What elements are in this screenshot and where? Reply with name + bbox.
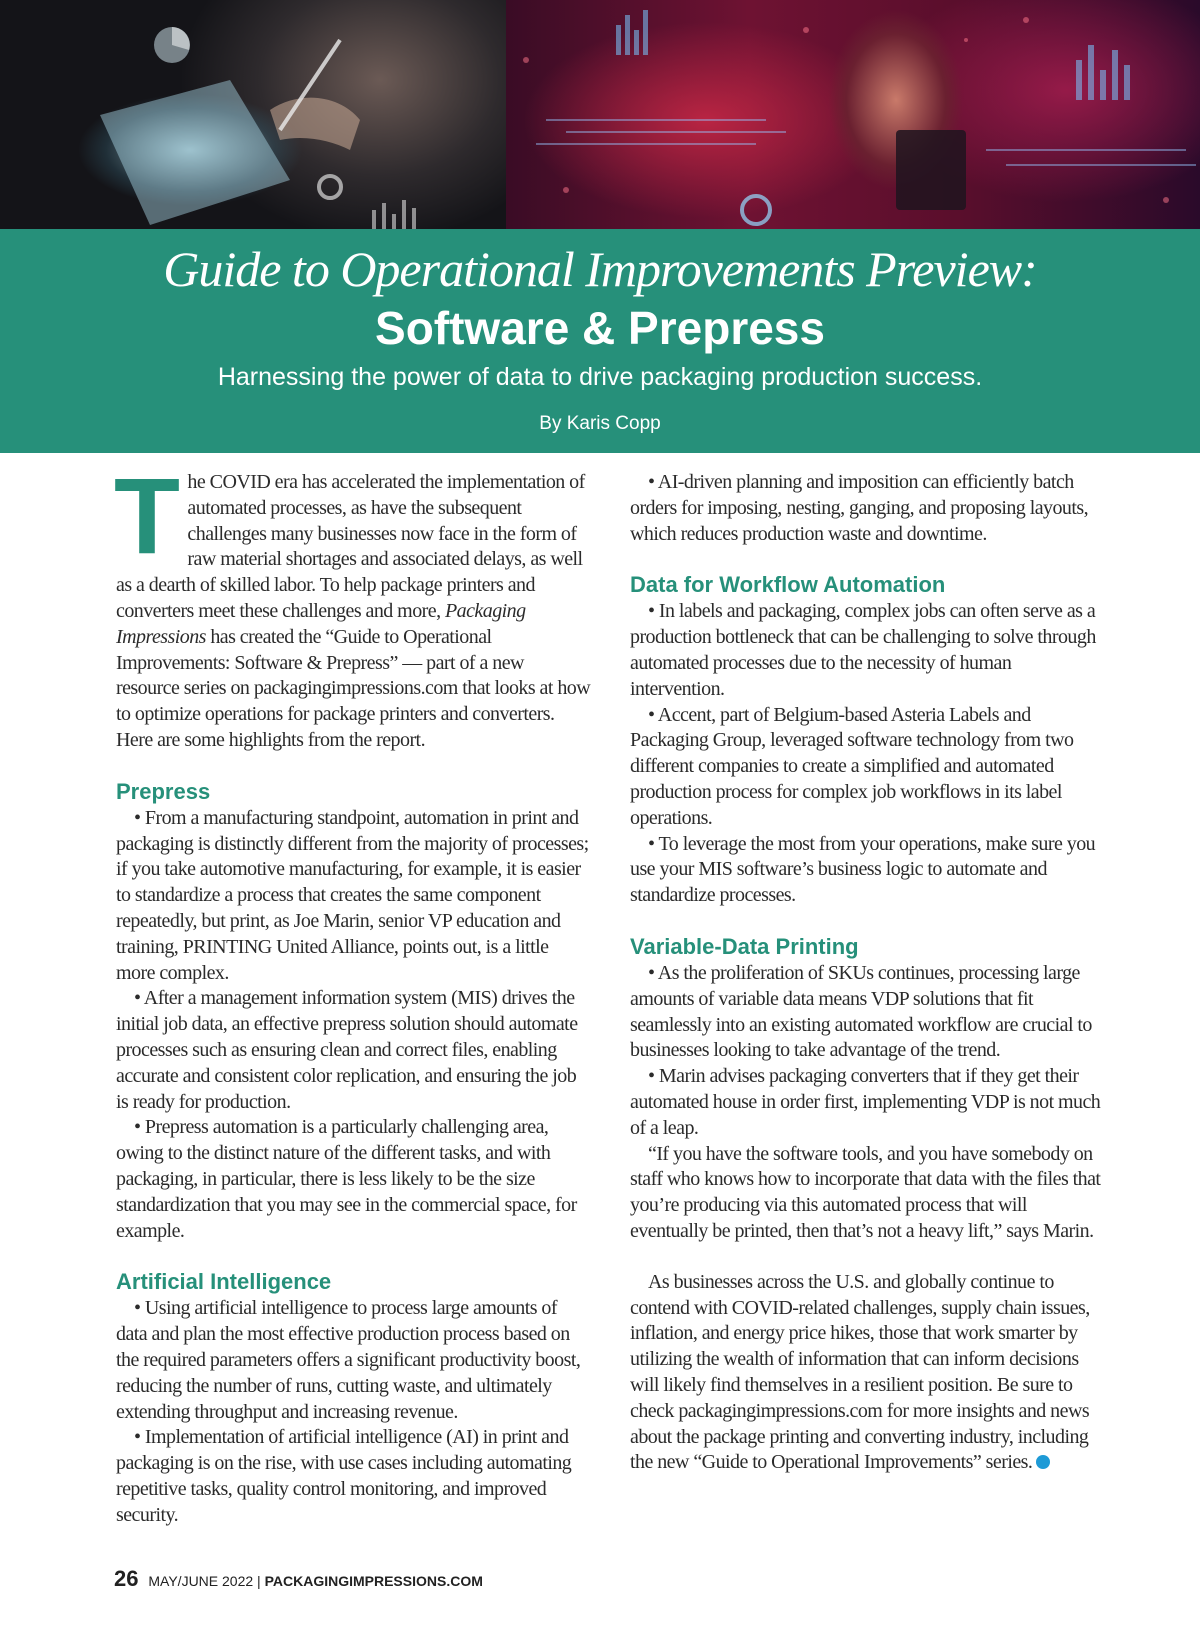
end-of-article-dot-icon xyxy=(1036,1455,1050,1469)
hero-image-strip xyxy=(0,0,1200,229)
publication-name: Packaging Impressions xyxy=(116,599,526,648)
conclusion-paragraph xyxy=(630,1270,1106,1476)
footer-website: PACKAGINGIMPRESSIONS.COM xyxy=(264,1573,483,1589)
page-number: 26 xyxy=(114,1566,139,1591)
vdp-bullet: • As the proliferation of SKUs continues, processing large amounts of variable data means VDP solutions that fit seamlessly into an existing automated workflow are crucial to businesses looking to take advantage of the trend. xyxy=(630,961,1092,1062)
title-band xyxy=(0,229,1200,453)
workflow-bullet: • To leverage the most from your operations, make sure you use your MIS software’s business logic to automate and standardize processes. xyxy=(630,832,1096,907)
heading-prepress: Prepress xyxy=(116,778,211,804)
article-title: Software & Prepress xyxy=(375,302,825,354)
right-column xyxy=(630,470,1106,1476)
article-deck: Harnessing the power of data to drive packaging production success. xyxy=(217,363,983,391)
prepress-bullet: • After a management information system (MIS) drives the initial job data, an effective prepress solution should automate processes such as ensuring clean and correct files, enabling accurate and consistent color replication, and ensuring the job is ready for production. xyxy=(116,987,578,1113)
heading-variable-data-printing: Variable-Data Printing xyxy=(630,933,859,959)
intro-paragraph xyxy=(114,455,591,754)
vdp-quote: “If you have the software tools, and you have somebody on staff who knows how to incorporate that data with the files that you’re producing via this automated process that will eventually be printed, then that’s not a heavy lift,” says Marin. xyxy=(630,1142,1101,1242)
intro-text-continued: has created the “Guide to Operational Improvements: Software & Prepress” — part of a new resource series on packagingimpressions.com that looks at how to optimize operations for package printers and converters. Here are some highlights from the report. xyxy=(116,625,591,751)
intro-text: he COVID era has accelerated the implementation of automated processes, as have the subsequent challenges many businesses now face in the form of raw material shortages and associated delays, as well as a dearth of skilled labor. To help package printers and converters meet these challenges and more, xyxy=(116,471,585,622)
ai-bullet: • AI-driven planning and imposition can efficiently batch orders for imposing, nesting, ganging, and proposing layouts, which reduces production waste and downtime. xyxy=(630,471,1089,545)
article-byline: By Karis Copp xyxy=(539,413,661,434)
footer-separator: | xyxy=(257,1573,261,1589)
ai-bullet: • Implementation of artificial intelligence (AI) in print and packaging is on the rise, with use cases including automating repetitive tasks, quality control monitoring, and improved security. xyxy=(116,1426,572,1526)
article-kicker: Guide to Operational Improvements Preview: xyxy=(163,241,1037,297)
page-footer xyxy=(114,1566,483,1592)
workflow-bullet: • Accent, part of Belgium-based Asteria Labels and Packaging Group, leveraged software technology from two different companies to create a simplified and automated production process for complex job workflows in its label operations. xyxy=(630,703,1074,829)
heading-workflow-automation: Data for Workflow Automation xyxy=(630,572,946,598)
drop-cap: T xyxy=(114,455,180,576)
workflow-bullet: • In labels and packaging, complex jobs can often serve as a production bottleneck that can be challenging to solve through automated processes due to the necessity of human intervention. xyxy=(630,600,1096,700)
vdp-bullet: • Marin advises packaging converters that if they get their automated house in order first, implementing VDP is not much of a leap. xyxy=(630,1065,1101,1139)
heading-artificial-intelligence: Artificial Intelligence xyxy=(116,1269,332,1295)
issue-date: MAY/JUNE 2022 xyxy=(148,1573,254,1589)
prepress-bullet: • From a manufacturing standpoint, automation in print and packaging is distinctly different from the majority of processes; if you take automotive manufacturing, for example, it is easier to standardize a process that creates the same component repeatedly, but print, as Joe Marin, senior VP education and training, PRINTING United Alliance, points out, is a little more complex. xyxy=(116,806,589,984)
left-column xyxy=(114,455,591,1528)
hero-photo-tablet-hand xyxy=(0,0,506,229)
ai-bullet: • Using artificial intelligence to process large amounts of data and plan the most effective production process based on the required parameters offers a significant productivity boost, reducing the number of runs, cutting waste, and ultimately extending throughput and increasing revenue. xyxy=(116,1297,581,1423)
hero-photo-data-woman-illustration xyxy=(506,0,1200,229)
hero-photo-tablet-hand-illustration xyxy=(0,0,506,229)
hero-photo-data-woman xyxy=(506,0,1200,229)
prepress-bullet: • Prepress automation is a particularly challenging area, owing to the distinct nature of the different tasks, and with packaging, in particular, there is less likely to be the size standardization that you may see in the commercial space, for example. xyxy=(116,1116,577,1242)
conclusion-text: As businesses across the U.S. and globally continue to contend with COVID-related challenges, supply chain issues, inflation, and energy price hikes, those that work smarter by utilizing the wealth of information that can inform decisions will likely find themselves in a resilient position. Be sure to check packagingimpressions.com for more insights and news about the package printing and converting industry, including the new “Guide to Operational Improvements” series. xyxy=(630,1270,1090,1474)
